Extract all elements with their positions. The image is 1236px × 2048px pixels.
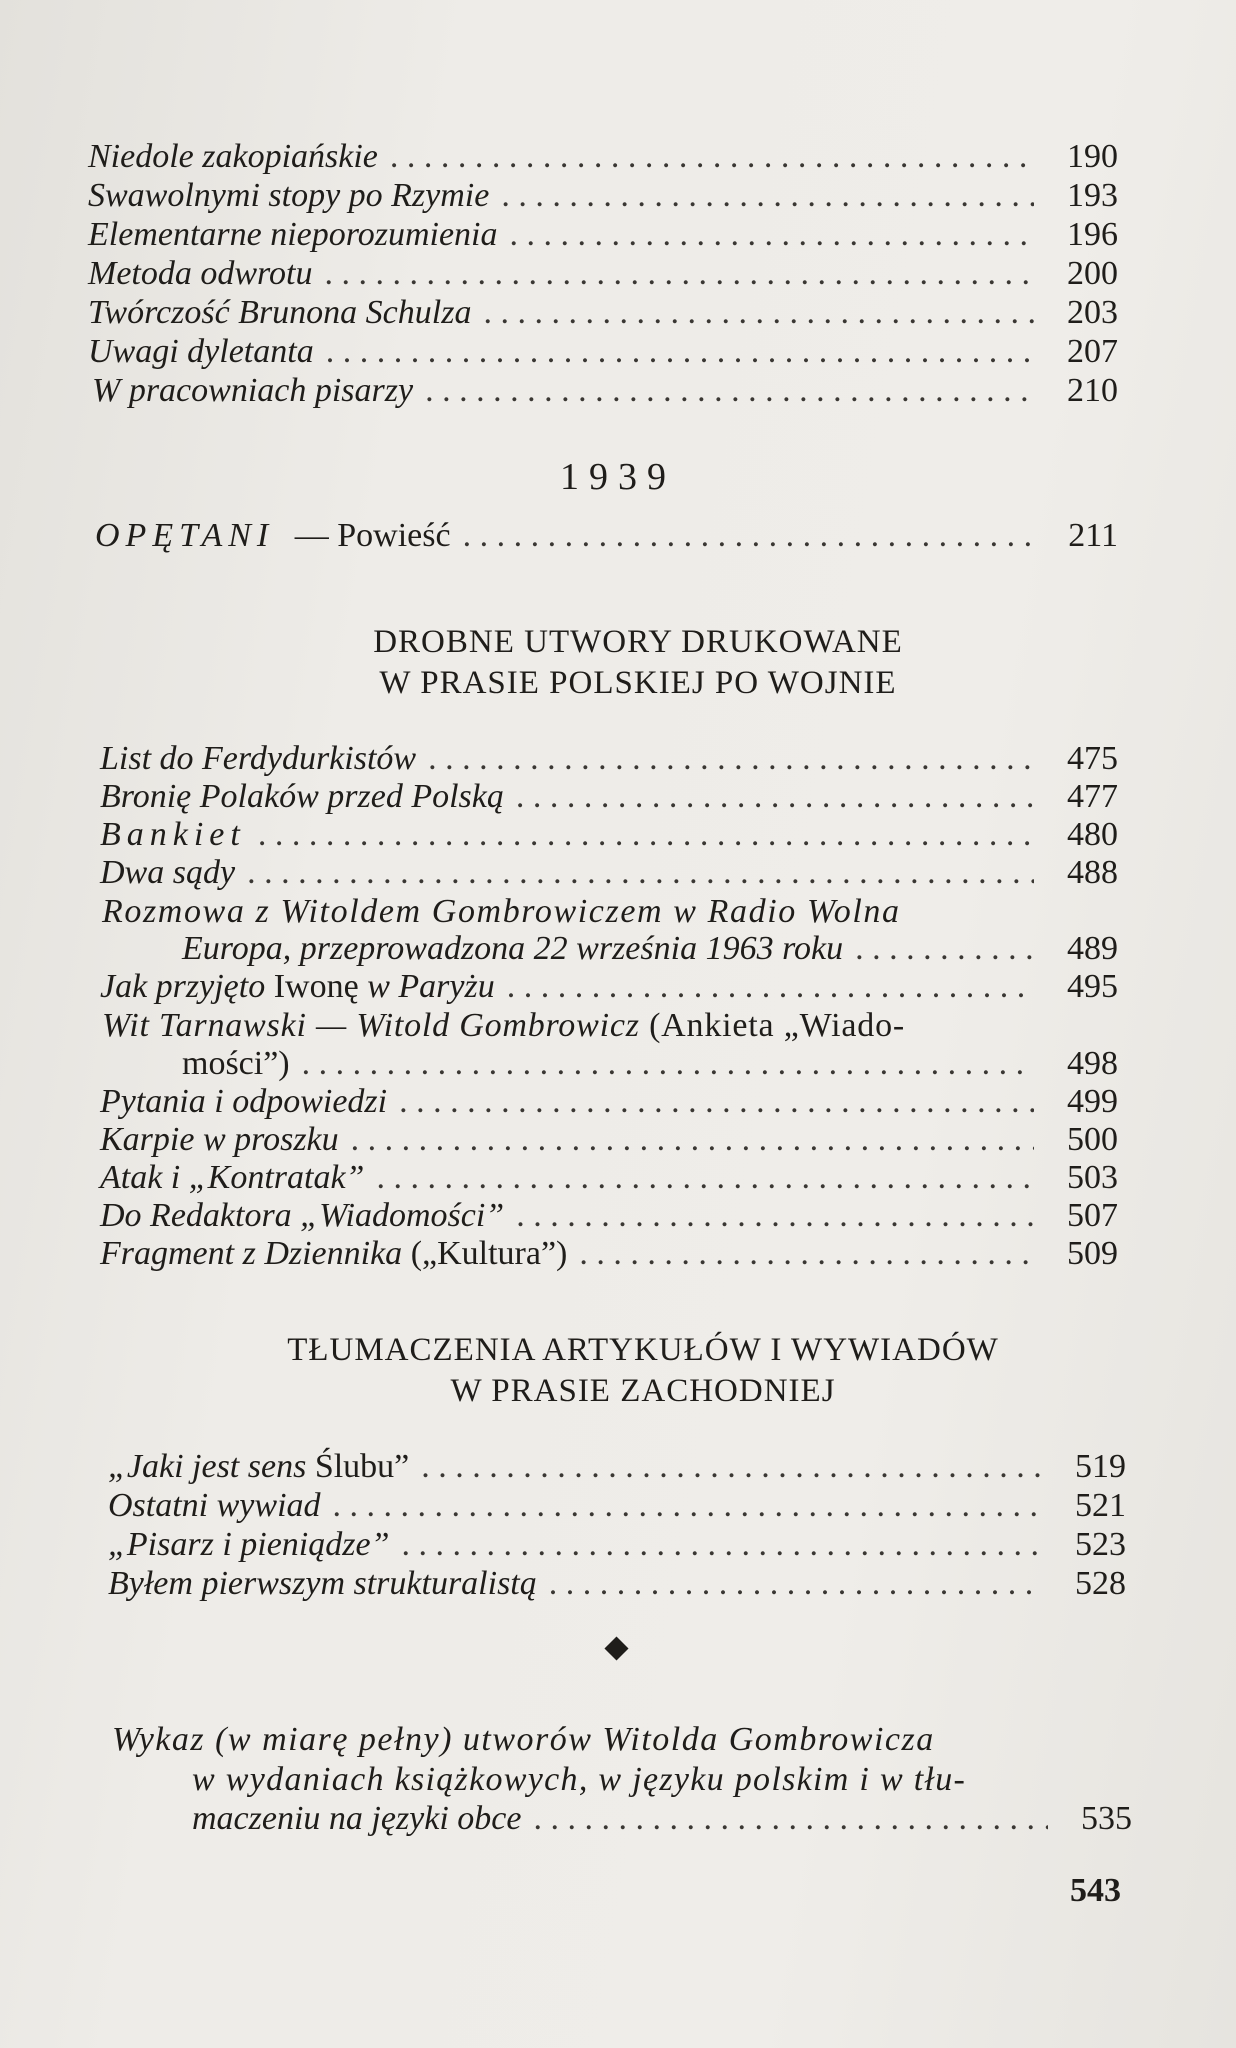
toc-entry [88,216,1118,254]
entry-title: mości”) [182,1045,290,1082]
toc-entry [88,138,1118,176]
toc-entry [88,255,1118,293]
toc-entry [108,1526,1126,1564]
entry-title: Elementarne nieporozumienia [88,216,498,253]
entry-title: Metoda odwrotu [88,255,313,292]
toc-entry [182,1045,1118,1083]
entry-title: Twórczość Brunona Schulza [88,294,472,331]
toc-entry-line: Wykaz (w miarę pełny) utworów Witolda Gombrowicza [112,1721,935,1758]
novel-title: OPĘTANI [95,517,275,554]
entry-page: 495 [1067,968,1118,1005]
entry-page: 521 [1075,1487,1126,1524]
entry-title: maczeniu na języki obce [192,1800,522,1837]
toc-entry [192,1800,1132,1838]
entry-page: 475 [1067,740,1118,777]
entry-page: 528 [1075,1565,1126,1602]
entry-title: „Pisarz i pieniądze” [108,1526,390,1563]
entry-page: 503 [1067,1159,1118,1196]
entry-page: 193 [1067,177,1118,214]
section-heading: TŁUMACZENIA ARTYKUŁÓW I WYWIADÓW W PRASIE ZACHODNIEJ [287,1332,999,1409]
novel-entry [95,517,1118,555]
toc-entry [88,333,1118,371]
toc-entry [92,372,1118,410]
toc-entry [100,740,1118,778]
entry-page: 196 [1067,216,1118,253]
entry-page: 535 [1081,1800,1132,1837]
entry-page: 488 [1067,854,1118,891]
entry-page: 507 [1067,1197,1118,1234]
novel-subtitle: — Powieść [294,517,451,554]
toc-entry [100,1159,1118,1197]
entry-title: Byłem pierwszym strukturalistą [108,1565,537,1602]
toc-entry [108,1565,1126,1603]
entry-title: Atak i „Kontratak” [100,1159,365,1196]
entry-page: 210 [1067,372,1118,409]
section-heading: DROBNE UTWORY DRUKOWANE W PRASIE POLSKIEJ PO WOJNIE [373,624,903,701]
toc-entry [88,294,1118,332]
entry-title: List do Ferdydurkistów [100,740,417,777]
entry-page: 190 [1067,138,1118,175]
entry-title: Swawolnymi stopy po Rzymie [88,177,490,214]
toc-entry [100,854,1118,892]
toc-entry: „Jaki jest sens Ślubu” . . . 519 [108,1448,1126,1486]
entry-title: Bronię Polaków przed Polską [100,778,504,815]
toc-entry [108,1487,1126,1525]
toc-entry-line: Wit Tarnawski — Witold Gombrowicz (Ankieta „Wiado- [102,1007,905,1044]
entry-page: 211 [1068,517,1118,554]
entry-page: 498 [1067,1045,1118,1082]
entry-title: Ostatni wywiad [108,1487,321,1524]
toc-entry [100,1197,1118,1235]
entry-title: Karpie w proszku [100,1121,339,1158]
entry-page: 519 [1075,1448,1126,1485]
entry-page: 489 [1067,930,1118,967]
page-number: 543 [1070,1872,1121,1909]
entry-page: 480 [1067,816,1118,853]
toc-entry [100,816,1118,854]
toc-entry [100,1121,1118,1159]
toc-entry-line: Rozmowa z Witoldem Gombrowiczem w Radio Wolna [102,893,901,930]
toc-entry: Jak przyjęto Iwonę w Paryżu . . . 495 [100,968,1118,1006]
entry-page: 207 [1067,333,1118,370]
year-heading: 1939 [560,456,676,498]
toc-entry [100,1083,1118,1121]
entry-title: Do Redaktora „Wiadomości” [100,1197,505,1234]
entry-title: Europa, przeprowadzona 22 września 1963 roku [182,930,844,967]
entry-title: Bankiet [100,816,246,853]
entry-page: 203 [1067,294,1118,331]
entry-title: Uwagi dyletanta [88,333,314,370]
entry-page: 477 [1067,778,1118,815]
entry-page: 509 [1067,1235,1118,1272]
entry-title: W pracowniach pisarzy [92,372,414,409]
diamond-ornament-icon [604,1636,628,1660]
entry-page: 523 [1075,1526,1126,1563]
entry-title: Dwa sądy [100,854,236,891]
toc-entry [182,930,1118,968]
toc-entry: Fragment z Dziennika („Kultura”) . . . 509 [100,1235,1118,1273]
entry-title: Niedole zakopiańskie [88,138,378,175]
entry-page: 499 [1067,1083,1118,1120]
entry-page: 500 [1067,1121,1118,1158]
entry-title: Pytania i odpowiedzi [100,1083,388,1120]
toc-entry [100,778,1118,816]
toc-entry-line: w wydaniach książkowych, w języku polskim i w tłu- [192,1761,967,1798]
entry-page: 200 [1067,255,1118,292]
toc-entry [88,177,1118,215]
